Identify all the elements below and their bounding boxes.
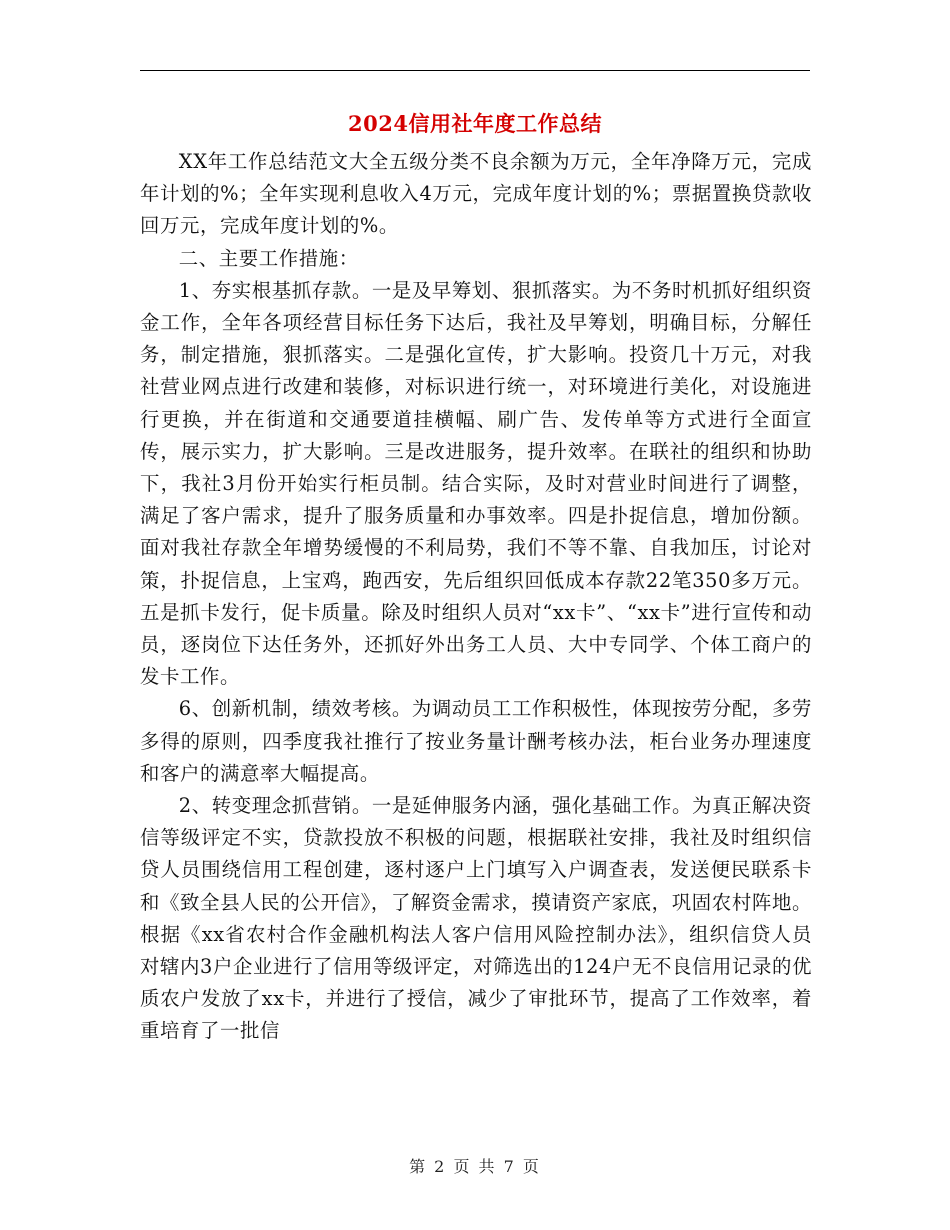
paragraph-deposits: 1、夯实根基抓存款。一是及早筹划、狠抓落实。为不务时机抓好组织资金工作，全年各项经营目标任务下达后，我社及早筹划，明确目标，分解任务，制定措施，狠抓落实。二是强化宣传，扩大影响。投资几十万元，对我社营业网点进行改建和装修，对标识进行统一，对环境进行美化，对设施进行更换，并在街道和交通要道挂横幅、刷广告、发传单等方式进行全面宣传，展示实力，扩大影响。三是改进服务，提升效率。在联社的组织和协助下，我社3月份开始实行柜员制。结合实际，及时对营业时间进行了调整，满足了客户需求，提升了服务质量和办事效率。四是扑捉信息，增加份额。面对我社存款全年增势缓慢的不利局势，我们不等不靠、自我加压，讨论对策，扑捉信息，上宝鸡，跑西安，先后组织回低成本存款22笔350多万元。五是抓卡发行，促卡质量。除及时组织人员对“xx卡”、“xx卡”进行宣传和动员，逐岗位下达任务外，还抓好外出务工人员、大中专同学、个体工商户的发卡工作。: [140, 278, 812, 689]
document-title: 2024信用社年度工作总结: [348, 111, 602, 136]
paragraph-innovation: 6、创新机制，绩效考核。为调动员工工作积极性，体现按劳分配，多劳多得的原则，四季度我社推行了按业务量计酬考核办法，柜台业务办理速度和客户的满意率大幅提高。: [140, 697, 812, 785]
header-rule: [140, 70, 810, 71]
page-number-footer: 第 2 页 共 7 页: [409, 1157, 541, 1176]
paragraph-summary: XX年工作总结范文大全五级分类不良余额为万元，全年净降万元，完成年计划的%；全年实现利息收入4万元，完成年度计划的%；票据置换贷款收回万元，完成年度计划的%。: [140, 150, 812, 238]
paragraph-marketing: 2、转变理念抓营销。一是延伸服务内涵，强化基础工作。为真正解决资信等级评定不实，贷款投放不积极的问题，根据联社安排，我社及时组织信贷人员围绕信用工程创建，逐村逐户上门填写入户调查表，发送便民联系卡和《致全县人民的公开信》，了解资金需求，摸请资产家底，巩固农村阵地。根据《xx省农村合作金融机构法人客户信用风险控制办法》，组织信贷人员对辖内3户企业进行了信用等级评定，对筛选出的124户无不良信用记录的优质农户发放了xx卡，并进行了授信，减少了审批环节，提高了工作效率，着重培育了一批信: [140, 794, 812, 1043]
document-body: [140, 146, 812, 1048]
paragraph-section-heading: 二、主要工作措施：: [178, 246, 359, 270]
